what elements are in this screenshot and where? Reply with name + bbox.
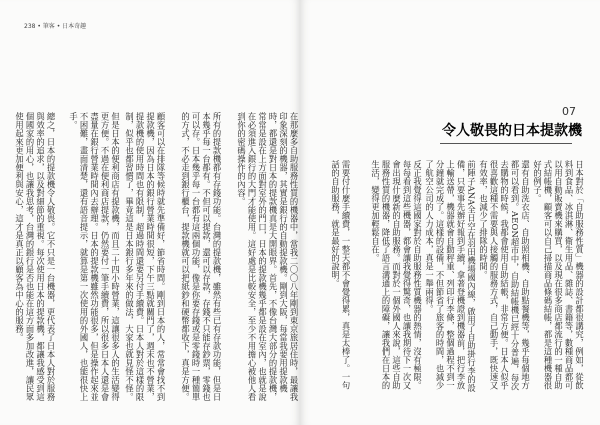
body-text: 所有的提款機都有存錢功能。台灣的提款機，雖然有些已有存款功能，但是日本幾乎每一台都有。不但可以提款，還可以存款，存錢不只能存鈔票，零錢也可以存。日本幾乎每一台都有這兩個功能，像是你要存錢或是零錢時一種簡單的方式，不必走到銀行櫃台，提款機就可以把紙鈔和硬幣都收下，真是方便。	[180, 112, 222, 401]
body-text: 日本對於「自助服務性質」機器的設計都很講究，例如，從飲料到食品、冰淇淋、衛生用品、雜誌、書籍等，數種商品都可以用自動販賣機來購買，以及現在很多商店都流行的一種自助式結帳機，顧客可以自己掃描商品條碼結帳，都是這種機器很好的例子。	[532, 160, 585, 390]
body-text: 在那麼多自助服務性質的機器中，當我二〇〇八年剛到東京旅居住時，最讓我印象深刻的機器，其實是銀行的自動提款機。剛到大阪，每當我要用提款機時，都還是對日本的提款機真是大開眼界。首先，不像台灣大部分的提款機，常常是設在上方面對室外的門口，日本的提款機幾乎都是設在室內，也就是說在必須進入銀行的大門才能使用。這好處是比較安全，至少不用擔心被他人看到你的密碼操作的內容。	[236, 112, 299, 401]
body-text: 總之，日本的提款機令人敬畏。它不只是一台機器，更代表了日本人對於服務與效率的追求，以及對細節的重視。每次使用日本的提款機，都讓我感受到這個國家的用心，也讓我思考，台灣的銀行是否也能在這方面多加改進，讓民眾使用起來更加便利與安心，這才是真正以顧客為中心的服務。	[14, 112, 56, 401]
page-header: 238 • 筆客 • 日本奇趣	[24, 23, 87, 30]
body-text: 顧客可以在排隊等候時就先準備好，節省時間。剛到日本的人，常常會找不到提款機，因為日本的銀行營業時間很短，下午三點就關門了，週末也不營業，提款機的使用時間也有限制，超過時間還要另付手續費。日本人對於這樣的限制，似乎也都習慣了，畢竟這是日本銀行多年來的做法，大家也就見怪不怪。	[124, 112, 166, 401]
body-text: 反正我覺得這國家對於自助服務性質機器的熱情，沒有極限。每每看到這些機器，都會讓我覺得驚奇，也讓我期待下一次又會出現什麼新的自助服務。而對於一個外國人來說，這些自助服務性質的機器，降低了語言溝通上的障礙，讓我們在日本的生活，變得更加輕鬆自在。	[370, 160, 423, 390]
left-text-column-3	[124, 112, 176, 402]
chapter-title-rule	[440, 143, 572, 144]
body-text: 需要付什麼手續費，一整天都不會覺得累，真是太棒了。一句話的自助服務，就是最好的說明。	[330, 160, 351, 390]
right-text-column-5	[330, 160, 366, 395]
right-text-column-4	[370, 160, 423, 395]
right-text-column-2	[478, 160, 531, 395]
chapter-title: 令人敬畏的日本提款機	[442, 123, 582, 139]
right-text-column-3	[424, 160, 477, 395]
body-text: 前陣子ANA全日空在羽田機場國內線，啟用了自助掛行李的設備，只要事先辦好報到手續，拿著登機證到機器前，把行李放上輸送帶，機器就會自動秤重、列印行李條，整個過程不到一分鐘就完成了。這樣的設備，不但節省了旅客的時間，也減少了航空公司的人力成本，真是一舉兩得。	[424, 160, 477, 393]
body-text: 但是日本的便利商店有提款機，而且二十四小時營業，這讓很多人的生活變得更方便。不過在便利商店提款，仍然要付一筆手續費，所以很多日本人還是會盡量在銀行營業時間內去辦理。日本的提款機雖然功能很多，但是操作起來並不困難，畫面清楚，還有語音提示，就算是第一次使用的外國人，也能很快上手。	[68, 112, 121, 401]
left-text-column-4	[68, 112, 120, 402]
right-text-column-1	[532, 160, 585, 395]
body-text: 還有自助洗衣店、自助照相機、自助點餐機等，幾乎每個地方都可以看到。AEON超市中，自助結帳機已經十分普遍，每次去購物的時候，我都會使用自助結帳，非常方便。日本人似乎很喜歡這種不需要與人接觸的服務方式，自己動手，既快速又有效率，也減少了排隊的時間。	[478, 160, 531, 391]
left-text-column-5	[14, 112, 66, 402]
left-text-column-2	[180, 112, 232, 402]
chapter-number: 07	[562, 105, 576, 118]
left-text-column-1	[236, 112, 299, 402]
